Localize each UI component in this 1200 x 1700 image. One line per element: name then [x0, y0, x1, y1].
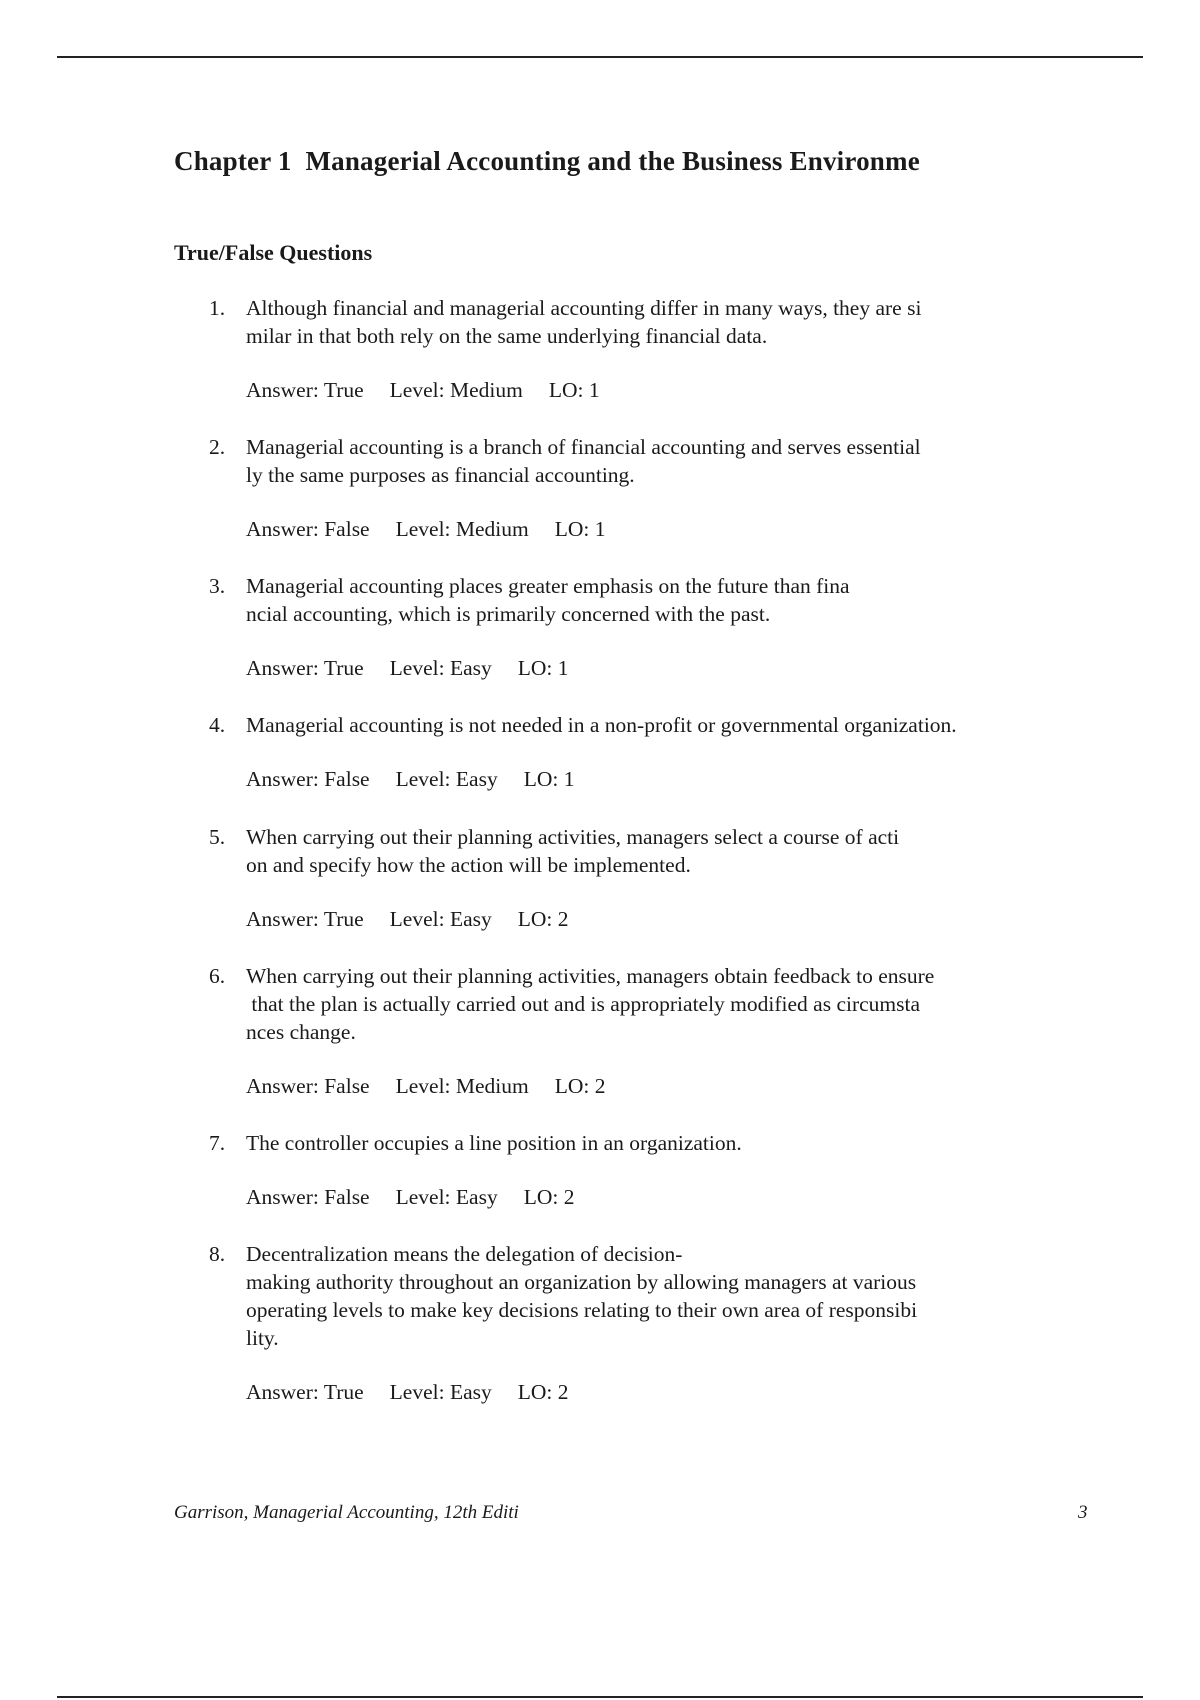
top-rule — [57, 56, 1143, 58]
level-value: Level: Easy — [395, 767, 498, 791]
question-number: 3. — [209, 574, 226, 598]
question-text — [246, 1240, 1106, 1352]
answer-value: Answer: True — [246, 378, 364, 402]
lo-value: LO: 1 — [523, 767, 575, 791]
question-line: ly the same purposes as financial accounting. — [246, 463, 635, 487]
answer-value: Answer: False — [246, 1074, 370, 1098]
level-value: Level: Easy — [389, 656, 492, 680]
question-line: making authority throughout an organization by allowing managers at various — [246, 1270, 917, 1294]
question-text — [246, 962, 1106, 1046]
lo-value: LO: 1 — [554, 517, 606, 541]
chapter-title: Chapter 1 Managerial Accounting and the Business Environme — [174, 146, 920, 176]
question-line: The controller occupies a line position in an organization. — [246, 1131, 742, 1155]
bottom-rule — [57, 1696, 1143, 1698]
question-line: When carrying out their planning activities, managers obtain feedback to ensure — [246, 964, 935, 988]
lo-value: LO: 1 — [548, 378, 600, 402]
level-value: Level: Easy — [389, 907, 492, 931]
footer-source: Garrison, Managerial Accounting, 12th Editi — [174, 1502, 519, 1523]
question-item — [209, 572, 1109, 682]
answer-line — [246, 654, 1109, 682]
lo-value: LO: 2 — [517, 907, 569, 931]
question-line: nces change. — [246, 1020, 356, 1044]
question-text — [246, 572, 1106, 628]
question-line: operating levels to make key decisions relating to their own area of responsibi — [246, 1298, 918, 1322]
question-text — [246, 823, 1106, 879]
answer-line — [246, 765, 1109, 793]
level-value: Level: Medium — [395, 1074, 529, 1098]
question-line: lity. — [246, 1326, 279, 1350]
lo-value: LO: 2 — [554, 1074, 606, 1098]
answer-line — [246, 1072, 1109, 1100]
answer-value: Answer: True — [246, 656, 364, 680]
lo-value: LO: 2 — [523, 1185, 575, 1209]
question-item — [209, 823, 1109, 933]
question-text — [246, 1129, 1106, 1157]
level-value: Level: Easy — [389, 1380, 492, 1404]
question-item — [209, 711, 1109, 793]
lo-value: LO: 1 — [517, 656, 569, 680]
page-number: 3 — [1078, 1502, 1088, 1523]
question-line: Although financial and managerial accounting differ in many ways, they are si — [246, 296, 922, 320]
question-text — [246, 433, 1106, 489]
level-value: Level: Easy — [395, 1185, 498, 1209]
answer-line — [246, 515, 1109, 543]
question-item — [209, 294, 1109, 404]
question-item — [209, 1240, 1109, 1406]
answer-line — [246, 1183, 1109, 1211]
level-value: Level: Medium — [389, 378, 523, 402]
question-number: 1. — [209, 296, 226, 320]
answer-value: Answer: True — [246, 1380, 364, 1404]
question-number: 4. — [209, 713, 226, 737]
question-line: Managerial accounting is not needed in a non-profit or governmental organization. — [246, 713, 957, 737]
question-line: Managerial accounting places greater emphasis on the future than fina — [246, 574, 850, 598]
question-item — [209, 1129, 1109, 1211]
question-line: ncial accounting, which is primarily concerned with the past. — [246, 602, 771, 626]
question-number: 7. — [209, 1131, 226, 1155]
question-line: on and specify how the action will be implemented. — [246, 853, 691, 877]
question-line: Decentralization means the delegation of decision- — [246, 1242, 683, 1266]
question-line: Managerial accounting is a branch of financial accounting and serves essential — [246, 435, 921, 459]
answer-value: Answer: True — [246, 907, 364, 931]
question-line: that the plan is actually carried out and is appropriately modified as circumsta — [246, 992, 921, 1016]
question-line: milar in that both rely on the same underlying financial data. — [246, 324, 768, 348]
question-item — [209, 962, 1109, 1100]
question-number: 8. — [209, 1242, 226, 1266]
answer-line — [246, 376, 1109, 404]
question-item — [209, 433, 1109, 543]
answer-value: Answer: False — [246, 767, 370, 791]
lo-value: LO: 2 — [517, 1380, 569, 1404]
question-text — [246, 711, 1106, 739]
section-title: True/False Questions — [174, 240, 373, 265]
question-text — [246, 294, 1106, 350]
question-number: 5. — [209, 825, 226, 849]
question-number: 2. — [209, 435, 226, 459]
answer-line — [246, 905, 1109, 933]
question-line: When carrying out their planning activities, managers select a course of acti — [246, 825, 900, 849]
answer-value: Answer: False — [246, 1185, 370, 1209]
answer-value: Answer: False — [246, 517, 370, 541]
answer-line — [246, 1378, 1109, 1406]
question-number: 6. — [209, 964, 226, 988]
level-value: Level: Medium — [395, 517, 529, 541]
